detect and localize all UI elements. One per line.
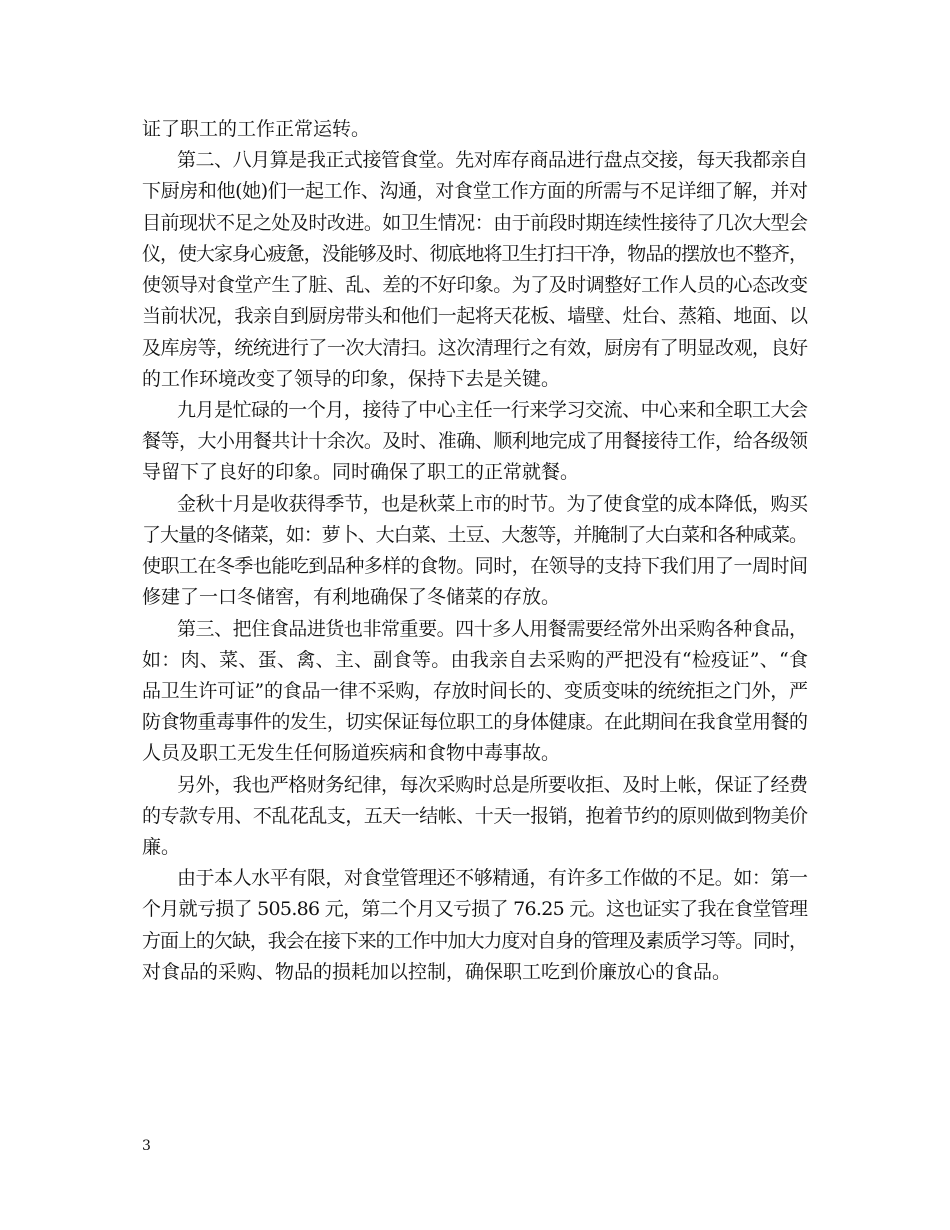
text-line: 廉。: [142, 836, 181, 859]
paragraph: [142, 863, 808, 988]
paragraph: [142, 770, 808, 864]
text-line: 第三、把住食品进货也非常重要。四十多人用餐需要经常外出采购各种食品，: [177, 617, 808, 640]
text-line: 的专款专用、不乱花乱支，五天一结帐、十天一报销，抱着节约的原则做到物美价: [142, 804, 808, 827]
text-line: 人员及职工无发生任何肠道疾病和食物中毒事故。: [142, 742, 561, 765]
text-line: 对食品的采购、物品的损耗加以控制，确保职工吃到价廉放心的食品。: [142, 960, 732, 983]
text-line: 当前状况，我亲自到厨房带头和他们一起将天花板、墙壁、灶台、蒸箱、地面、以: [142, 305, 808, 328]
text-line: 了大量的冬储菜，如：萝卜、大白菜、土豆、大葱等，并腌制了大白菜和各种咸菜。: [142, 523, 807, 546]
text-line: 品卫生许可证”的食品一律不采购，存放时间长的、变质变味的统统拒之门外，严: [142, 679, 808, 702]
text-line: 使职工在冬季也能吃到品种多样的食物。同时，在领导的支持下我们用了一周时间: [142, 555, 808, 578]
text-line: 由于本人水平有限，对食堂管理还不够精通，有许多工作做的不足。如：第一: [177, 867, 808, 890]
text-line: 如：肉、菜、蛋、禽、主、副食等。由我亲自去采购的严把没有“检疫证”、“食: [142, 648, 809, 671]
paragraph: [142, 145, 808, 395]
paragraph: [142, 114, 808, 145]
text-line: 导留下了良好的印象。同时确保了职工的正常就餐。: [142, 461, 580, 484]
text-line: 使领导对食堂产生了脏、乱、差的不好印象。为了及时调整好工作人员的心态改变: [142, 274, 808, 297]
text-line: 防食物重毒事件的发生，切实保证每位职工的身体健康。在此期间在我食堂用餐的: [142, 711, 808, 734]
text-line: 另外，我也严格财务纪律，每次采购时总是所要收拒、及时上帐，保证了经费: [177, 773, 808, 796]
text-line: 餐等，大小用餐共计十余次。及时、准确、顺利地完成了用餐接待工作，给各级领: [142, 430, 808, 453]
paragraph: [142, 489, 808, 614]
text-line: 九月是忙碌的一个月，接待了中心主任一行来学习交流、中心来和全职工大会: [177, 398, 808, 421]
page-number: 3: [142, 1138, 151, 1154]
text-line: 金秋十月是收获得季节，也是秋菜上市的时节。为了使食堂的成本降低，购买: [177, 492, 808, 515]
text-line: 的工作环境改变了领导的印象，保持下去是关键。: [142, 367, 561, 390]
document-body: [142, 114, 808, 988]
text-line: 修建了一口冬储窖，有利地确保了冬储菜的存放。: [142, 586, 561, 609]
paragraph: [142, 395, 808, 489]
text-line: 方面上的欠缺，我会在接下来的工作中加大力度对自身的管理及素质学习等。同时，: [142, 929, 807, 952]
text-line: 第二、八月算是我正式接管食堂。先对库存商品进行盘点交接，每天我都亲自: [177, 149, 808, 172]
text-line: 仪，使大家身心疲惫，没能够及时、彻底地将卫生打扫干净，物品的摆放也不整齐，: [142, 242, 807, 265]
paragraph: [142, 614, 808, 770]
text-line: 及库房等，统统进行了一次大清扫。这次清理行之有效，厨房有了明显改观，良好: [142, 336, 808, 359]
text-line: 证了职工的工作正常运转。: [142, 118, 371, 140]
text-line: 下厨房和他(她)们一起工作、沟通，对食堂工作方面的所需与不足详细了解，并对: [142, 180, 808, 203]
text-line: 目前现状不足之处及时改进。如卫生情况：由于前段时期连续性接待了几次大型会: [142, 211, 808, 234]
text-line: 个月就亏损了 505.86 元，第二个月又亏损了 76.25 元。这也证实了我在食堂管理: [142, 898, 808, 921]
